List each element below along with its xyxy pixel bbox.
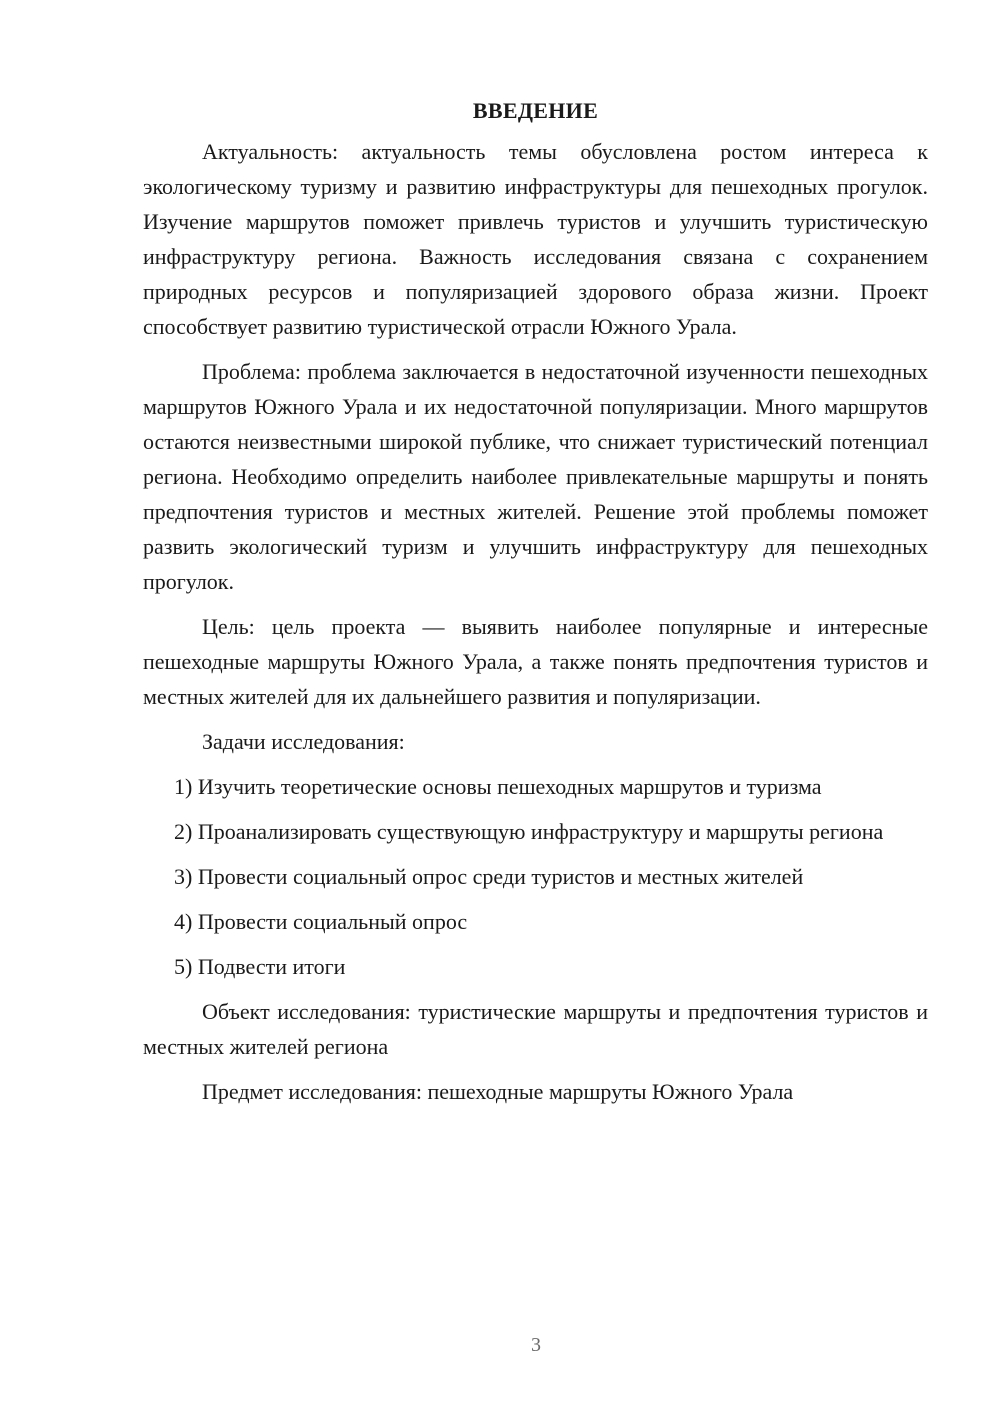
task-item-2: 2) Проанализировать существующую инфраструктуру и маршруты региона [174,819,884,844]
page-content [143,94,928,1119]
page-title: ВВЕДЕНИЕ [472,98,599,123]
goal-paragraph: Цель: цель проекта — выявить наиболее популярные и интересные пешеходные маршруты Южного Урала, а также понять предпочтения туристов и местных жителей для их дальнейшего развития и популяризации. [143,614,928,709]
research-subject-paragraph: Предмет исследования: пешеходные маршруты Южного Урала [202,1079,794,1104]
research-object-paragraph: Объект исследования: туристические маршруты и предпочтения туристов и местных жителей региона [143,999,928,1059]
task-item-5: 5) Подвести итоги [174,954,346,979]
task-item-3: 3) Провести социальный опрос среди туристов и местных жителей [174,864,804,889]
relevance-paragraph: Актуальность: актуальность темы обусловлена ростом интереса к экологическому туризму и развитию инфраструктуры для пешеходных прогулок. Изучение маршрутов поможет привлечь туристов и улучшить туристическую инфраструктуру региона. Важность исследования связана с сохранением природных ресурсов и популяризацией здорового образа жизни. Проект способствует развитию туристической отрасли Южного Урала. [143,139,928,339]
task-item-4: 4) Провести социальный опрос [174,909,468,934]
task-item-1: 1) Изучить теоретические основы пешеходных маршрутов и туризма [174,774,822,799]
problem-paragraph: Проблема: проблема заключается в недостаточной изученности пешеходных маршрутов Южного Урала и их недостаточной популяризации. Много маршрутов остаются неизвестными широкой публике, что снижает туристический потенциал региона. Необходимо определить наиболее привлекательные маршруты и понять предпочтения туристов и местных жителей. Решение этой проблемы поможет развить экологический туризм и улучшить инфраструктуру для пешеходных прогулок. [143,359,928,594]
page-number: 3 [531,1334,541,1356]
tasks-heading: Задачи исследования: [202,729,405,754]
